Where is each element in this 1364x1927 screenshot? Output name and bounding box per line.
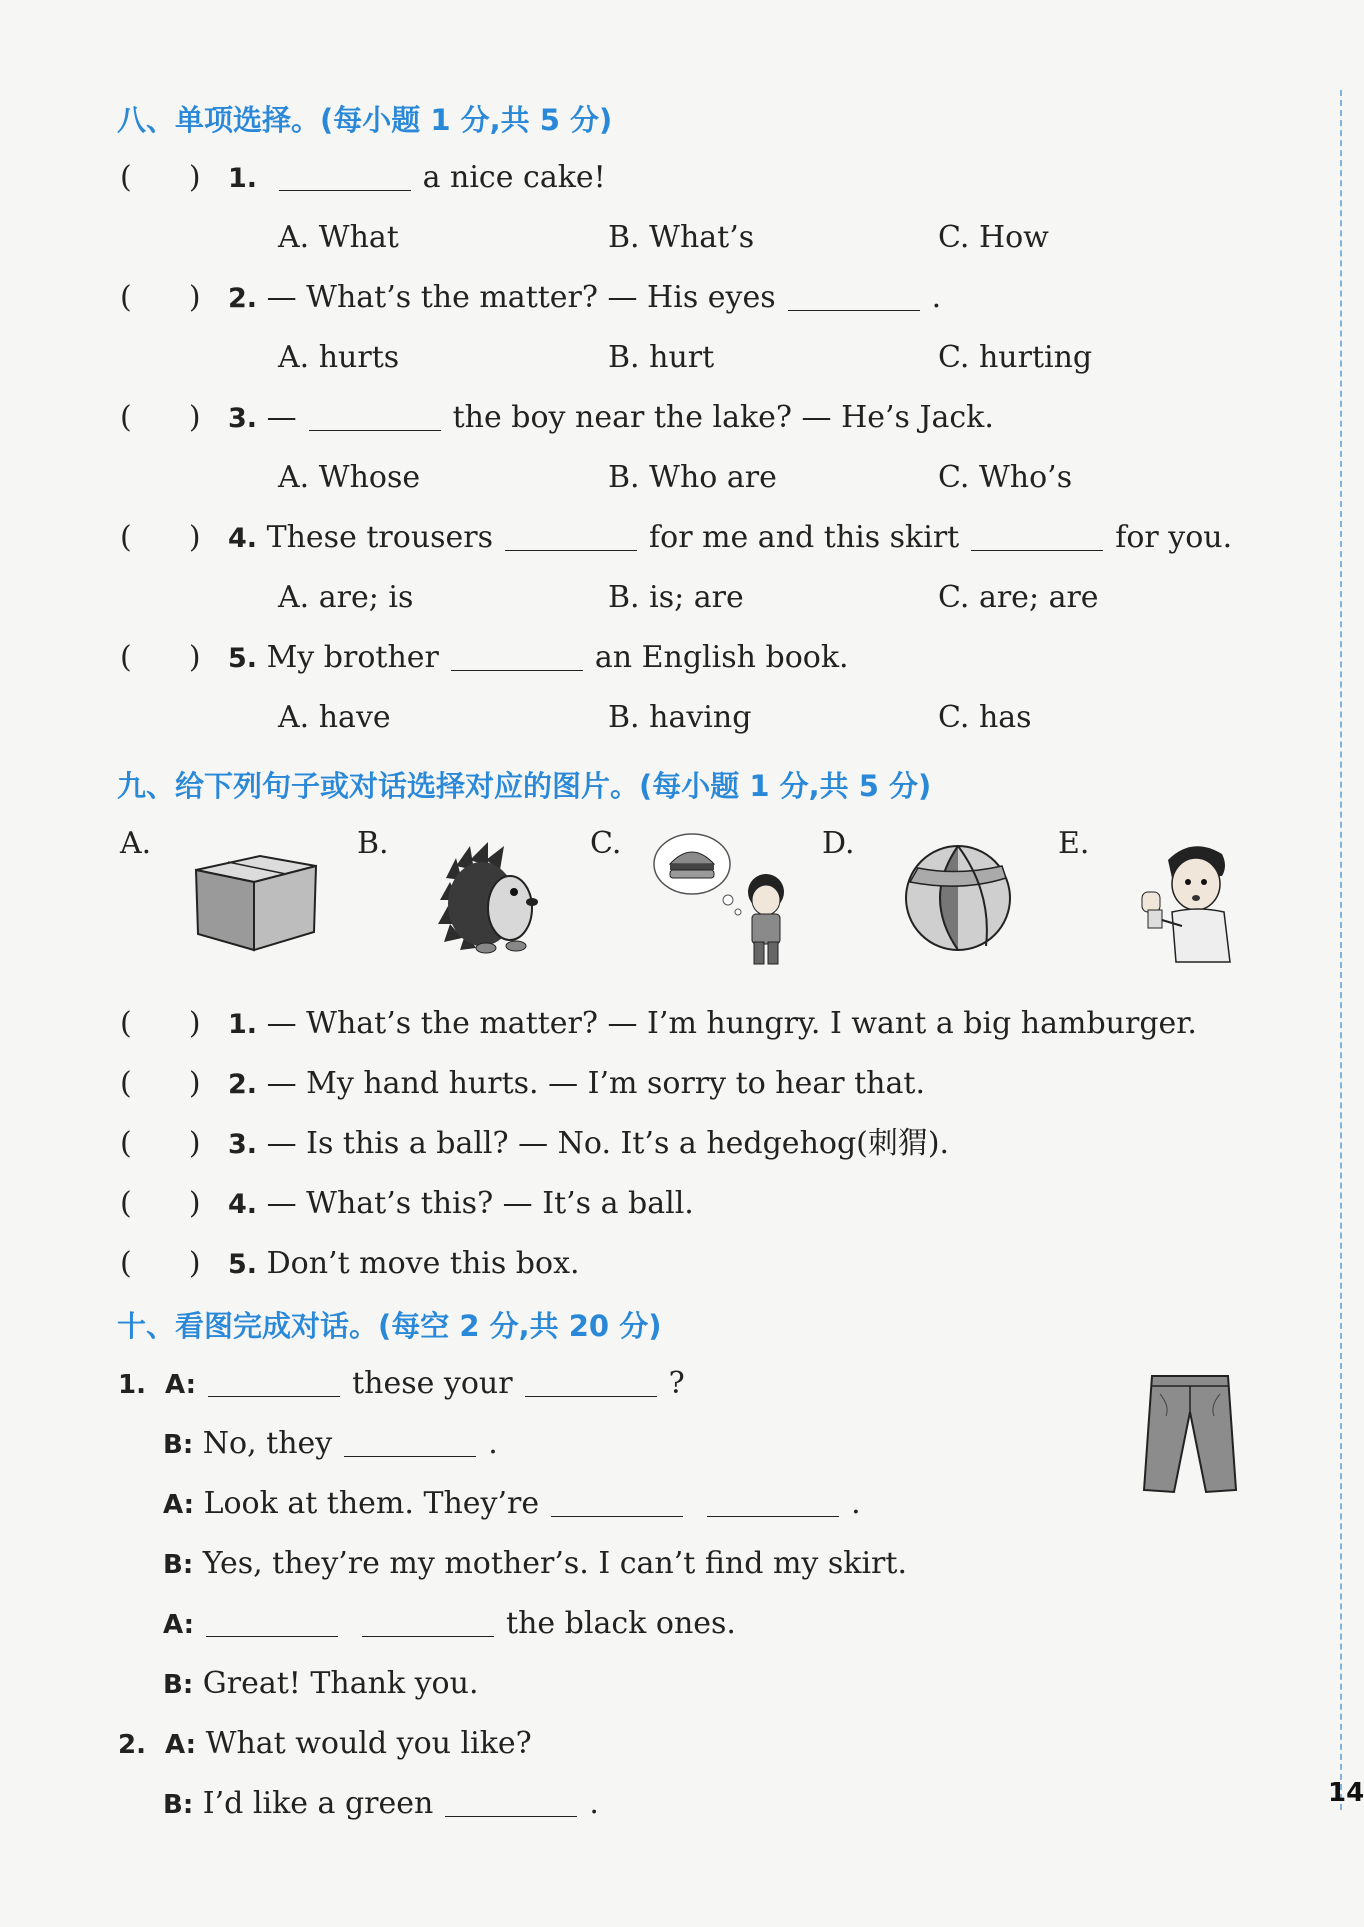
hedgehog-picture	[436, 838, 544, 956]
box-picture	[190, 838, 322, 954]
answer-paren[interactable]: ( )	[120, 1126, 201, 1161]
dialogue1-line1: 1. A: these your ?	[118, 1366, 685, 1401]
answer-paren[interactable]: ( )	[120, 1246, 201, 1281]
boy-thinking-hamburger-picture	[650, 830, 798, 968]
boy-hurt-hand-picture	[1138, 836, 1250, 964]
dialogue1-line4: B: Yes, they’re my mother’s. I can’t find my skirt.	[163, 1546, 907, 1581]
answer-paren[interactable]: ( )	[120, 1006, 201, 1041]
s9-q5: 5. Don’t move this box.	[228, 1246, 580, 1281]
s8-q5-option-b[interactable]: B. having	[608, 700, 752, 735]
answer-paren[interactable]: ( )	[120, 1186, 201, 1221]
section8-heading: 八、单项选择。(每小题 1 分,共 5 分)	[117, 103, 613, 137]
s8-q4-option-a[interactable]: A. are; is	[278, 580, 414, 615]
dialogue1-line6: B: Great! Thank you.	[163, 1666, 479, 1701]
answer-blank[interactable]	[344, 1426, 476, 1457]
picture-label-c: C.	[590, 826, 622, 861]
s9-q3: 3. — Is this a ball? — No. It’s a hedgehog(刺猬).	[228, 1126, 950, 1161]
dialogue1-line5: A: the black ones.	[163, 1606, 736, 1641]
s8-q3-option-c[interactable]: C. Who’s	[938, 460, 1073, 495]
s8-q1-option-c[interactable]: C. How	[938, 220, 1049, 255]
answer-blank[interactable]	[445, 1786, 577, 1817]
answer-blank[interactable]	[788, 280, 920, 311]
answer-blank[interactable]	[208, 1366, 340, 1397]
binding-dashed-line	[1340, 90, 1342, 1810]
answer-blank[interactable]	[971, 520, 1103, 551]
answer-blank[interactable]	[505, 520, 637, 551]
picture-label-a: A.	[120, 826, 152, 861]
s8-q1-option-a[interactable]: A. What	[278, 220, 399, 255]
answer-paren[interactable]: ( )	[120, 520, 201, 555]
section9-heading: 九、给下列句子或对话选择对应的图片。(每小题 1 分,共 5 分)	[117, 769, 932, 803]
answer-blank[interactable]	[451, 640, 583, 671]
s8-q5: 5. My brother an English book.	[228, 640, 849, 675]
s8-q1-option-b[interactable]: B. What’s	[608, 220, 755, 255]
dialogue1-line2: B: No, they .	[163, 1426, 498, 1461]
s8-q3-option-b[interactable]: B. Who are	[608, 460, 777, 495]
s8-q2: 2. — What’s the matter? — His eyes .	[228, 280, 942, 315]
dialogue1-line3: A: Look at them. They’re .	[163, 1486, 861, 1521]
ball-picture	[902, 842, 1014, 954]
page-number: 14	[1328, 1778, 1364, 1808]
s9-q1: 1. — What’s the matter? — I’m hungry. I want a big hamburger.	[228, 1006, 1197, 1041]
picture-label-e: E.	[1058, 826, 1090, 861]
s8-q3: 3. — the boy near the lake? — He’s Jack.	[228, 400, 994, 435]
answer-blank[interactable]	[525, 1366, 657, 1397]
answer-blank[interactable]	[362, 1606, 494, 1637]
answer-blank[interactable]	[551, 1486, 683, 1517]
picture-label-d: D.	[822, 826, 855, 861]
answer-blank[interactable]	[707, 1486, 839, 1517]
answer-paren[interactable]: ( )	[120, 400, 201, 435]
answer-paren[interactable]: ( )	[120, 1066, 201, 1101]
s8-q2-option-b[interactable]: B. hurt	[608, 340, 715, 375]
s8-q4: 4. These trousers for me and this skirt for you.	[228, 520, 1233, 555]
answer-paren[interactable]: ( )	[120, 640, 201, 675]
s8-q5-option-a[interactable]: A. have	[278, 700, 391, 735]
s9-q4: 4. — What’s this? — It’s a ball.	[228, 1186, 694, 1221]
s8-q2-option-c[interactable]: C. hurting	[938, 340, 1093, 375]
answer-blank[interactable]	[206, 1606, 338, 1637]
answer-paren[interactable]: ( )	[120, 160, 201, 195]
s8-q4-option-b[interactable]: B. is; are	[608, 580, 744, 615]
picture-label-b: B.	[357, 826, 389, 861]
answer-blank[interactable]	[279, 160, 411, 191]
answer-blank[interactable]	[309, 400, 441, 431]
s9-q2: 2. — My hand hurts. — I’m sorry to hear that.	[228, 1066, 925, 1101]
answer-paren[interactable]: ( )	[120, 280, 201, 315]
s8-q1: 1. a nice cake!	[228, 160, 606, 195]
s8-q3-option-a[interactable]: A. Whose	[278, 460, 421, 495]
s8-q5-option-c[interactable]: C. has	[938, 700, 1032, 735]
s8-q4-option-c[interactable]: C. are; are	[938, 580, 1099, 615]
s8-q2-option-a[interactable]: A. hurts	[278, 340, 400, 375]
trousers-picture	[1140, 1372, 1240, 1496]
dialogue2-line1: 2. A: What would you like?	[118, 1726, 532, 1761]
dialogue2-line2: B: I’d like a green .	[163, 1786, 599, 1821]
section10-heading: 十、看图完成对话。(每空 2 分,共 20 分)	[117, 1309, 662, 1343]
